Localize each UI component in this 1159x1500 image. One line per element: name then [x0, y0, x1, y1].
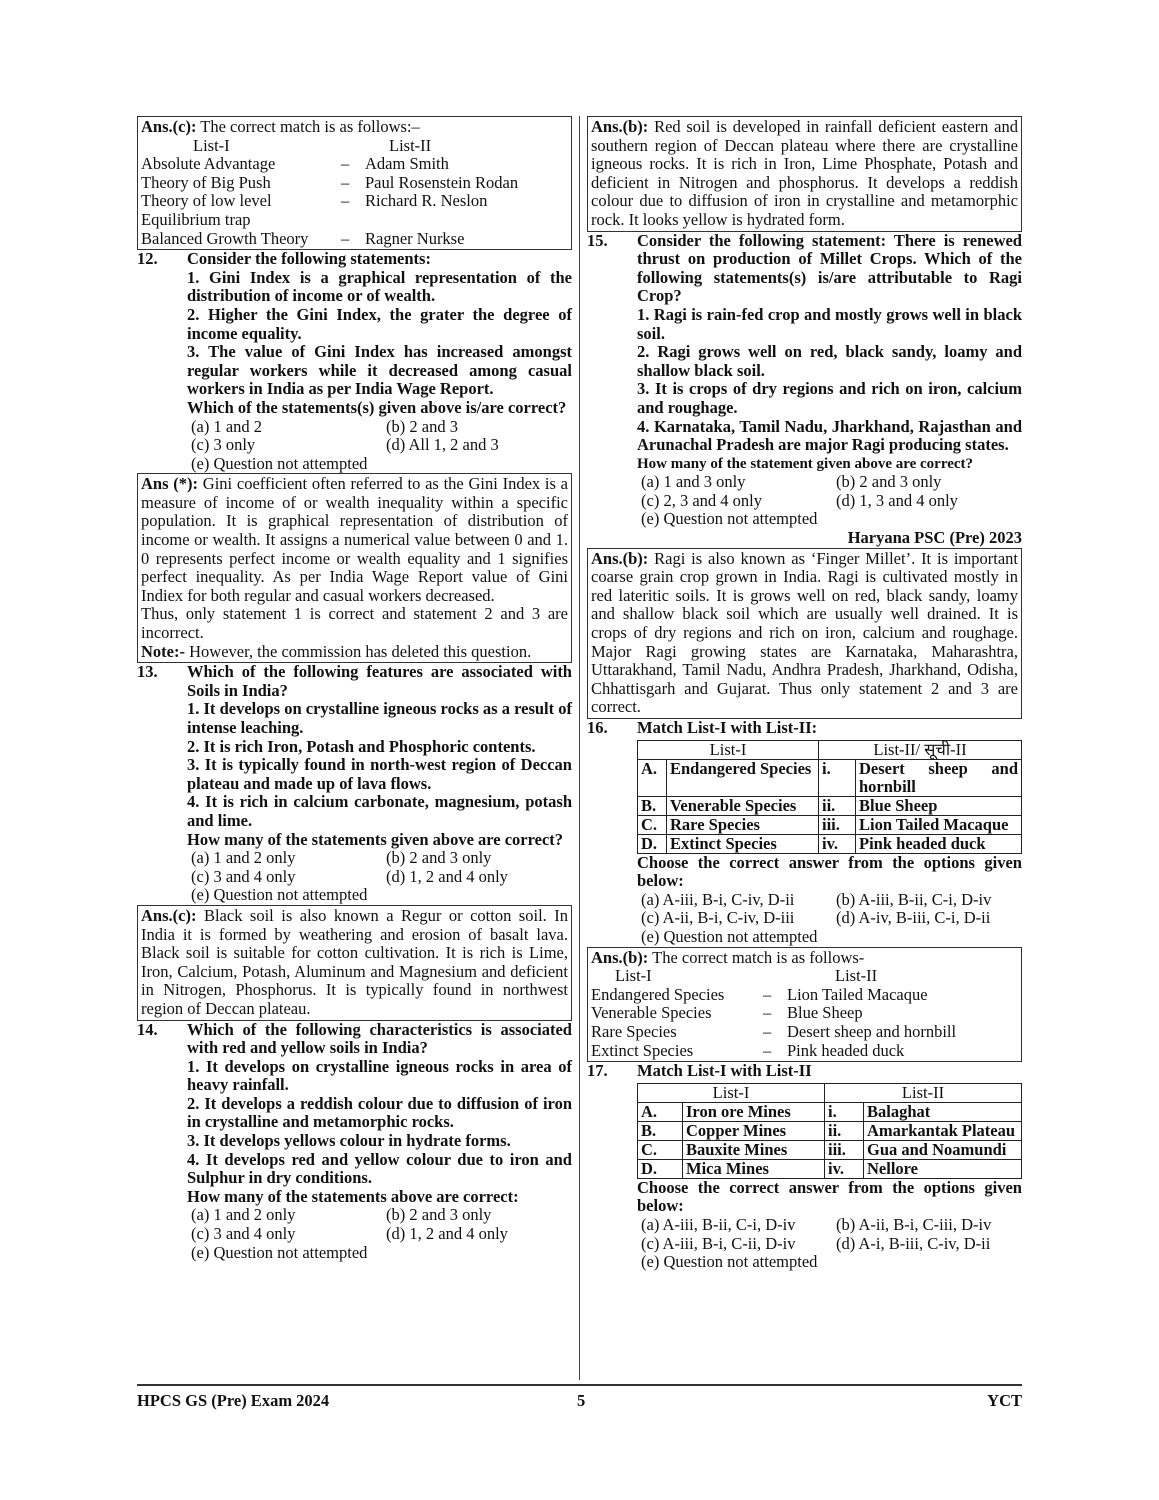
question-title: Match List-I with List-II: [637, 1061, 812, 1081]
question-line: 4. It develops red and yellow colour due to iron and Sulphur in dry conditions.: [187, 1149, 572, 1188]
list-1-header: List-I: [638, 740, 819, 759]
option-c: (c) 2, 3 and 4 only: [641, 490, 762, 510]
options: [187, 418, 572, 474]
question-line: 3. It is crops of dry regions and rich on iron, calcium and roughage.: [637, 379, 1022, 417]
match-row: Equilibrium trap: [141, 209, 251, 229]
table-row: B. Copper Mines ii. Amarkantak Plateau: [638, 1121, 1022, 1140]
question-title: Match List-I with List-II:: [637, 718, 818, 737]
question-line: 2. Higher the Gini Index, the grater the degree of income equality.: [187, 304, 572, 343]
table-row: A. Iron ore Mines i. Balaghat: [638, 1102, 1022, 1121]
options: [187, 1206, 572, 1262]
page-footer: [137, 1384, 1022, 1410]
table-row: B. Venerable Species ii. Blue Sheep: [638, 796, 1022, 815]
option-b: (b) A-ii, B-i, C-iii, D-iv: [836, 1214, 992, 1234]
option-d: (d) All 1, 2 and 3: [386, 435, 499, 455]
question-line: 3. It develops yellows colour in hydrate forms.: [187, 1131, 511, 1151]
answer-12-box: [137, 473, 572, 663]
choose-instruction: Choose the correct answer from the options given below:: [637, 1177, 1022, 1216]
question-number: 14.: [137, 1019, 158, 1039]
question-line: 2. It develops a reddish colour due to diffusion of iron in crystalline and metamorphic rocks.: [187, 1093, 572, 1132]
answer-text: Ragi is also known as ‘Finger Millet’. It is important coarse grain crop grown in India. Ragi is cultivated mostly in red lateritic soils. It is grows well on red, black sandy, loamy and shallow black soil which are usually well drained. It is crops of dry regions and rich on iron, calcium and roughage. Major Ragi growing states are Karnataka, Maharashtra, Uttarakhand, Tamil Nadu, Andhra Pradesh, Jharkhand, Odisha, Chhattisgarh and Gujarat. Thus only statement 2 and 3 are correct.: [591, 548, 1019, 717]
page-number: 5: [577, 1391, 586, 1410]
question-line: 2. Ragi grows well on red, black sandy, loamy and shallow black soil.: [637, 342, 1022, 380]
table-row: D. Extinct Species iv. Pink headed duck: [638, 834, 1022, 853]
match-table: [637, 740, 1022, 854]
option-a: (a) 1 and 2 only: [191, 848, 296, 868]
choose-instruction: Choose the correct answer from the options given below:: [637, 852, 1022, 891]
option-e: (e) Question not attempted: [641, 1252, 818, 1272]
option-b: (b) 2 and 3: [386, 416, 458, 436]
question-line: Which of the statements(s) given above is/are correct?: [187, 397, 567, 417]
answer-14-box: [587, 116, 1022, 232]
question-13: [137, 663, 572, 905]
option-a: (a) A-iii, B-ii, C-i, D-iv: [641, 1214, 796, 1234]
option-a: (a) 1 and 2: [191, 416, 263, 436]
options: [637, 1216, 1022, 1272]
question-number: 12.: [137, 249, 158, 269]
list-2-header: List-II: [389, 135, 432, 155]
question-line: 2. It is rich Iron, Potash and Phosphoric contents.: [187, 736, 536, 756]
option-d: (d) 1, 2 and 4 only: [386, 866, 508, 886]
option-e: (e) Question not attempted: [191, 453, 368, 473]
question-line: Which of the following characteristics is associated with red and yellow soils in India?: [187, 1019, 572, 1058]
option-c: (c) 3 only: [191, 435, 256, 455]
list-2-header: List-II: [835, 966, 878, 986]
question-line: 3. It is typically found in north-west region of Deccan plateau and made up of lava flows.: [187, 755, 572, 793]
options: [187, 849, 572, 905]
option-d: (d) 1, 2 and 4 only: [386, 1224, 508, 1244]
note-head: Note:-: [141, 641, 185, 661]
exam-source: Haryana PSC (Pre) 2023: [847, 528, 1022, 548]
question-ask: How many of the statement given above are correct?: [637, 455, 974, 472]
question-line: 1. It develops on crystalline igneous rocks as a result of intense leaching.: [187, 699, 572, 737]
option-e: (e) Question not attempted: [641, 926, 818, 946]
answer-11-box: [137, 116, 572, 250]
option-e: (e) Question not attempted: [191, 1242, 368, 1262]
list-2-header: List-II/ सूची-II: [819, 740, 1022, 759]
option-b: (b) 2 and 3 only: [386, 1205, 492, 1225]
answer-text: Red soil is developed in rainfall deficient eastern and southern region of Deccan plateau where there are crystalline igneous rocks. It is rich in Iron, Lime Phosphate, Potash and deficient in Nitrogen and phosphorus. It develops a reddish colour due to diffusion of iron in crystalline and metamorphic rock. It looks yellow is hydrated form.: [591, 117, 1018, 229]
question-line: 4. Karnataka, Tamil Nadu, Jharkhand, Rajasthan and Arunachal Pradesh are major Ragi producing states.: [637, 416, 1022, 455]
options: [637, 473, 1022, 529]
table-row: C. Bauxite Mines iii. Gua and Noamundi: [638, 1140, 1022, 1159]
answer-head: Ans.(b):: [591, 117, 649, 136]
option-d: (d) A-i, B-iii, C-iv, D-ii: [836, 1233, 991, 1253]
footer-publisher: YCT: [987, 1391, 1022, 1410]
left-column: [137, 116, 572, 1262]
answer-15-box: [587, 548, 1022, 719]
match-table: [637, 1083, 1022, 1179]
question-line: 1. It develops on crystalline igneous rocks in area of heavy rainfall.: [187, 1056, 572, 1095]
option-b: (b) 2 and 3 only: [836, 472, 942, 492]
match-row: Theory of Big Push – Paul Rosenstein Rodan: [141, 172, 519, 192]
option-c: (c) A-iii, B-i, C-ii, D-iv: [641, 1233, 796, 1253]
question-line: How many of the statements above are correct:: [187, 1186, 519, 1206]
table-row: C. Rare Species iii. Lion Tailed Macaque: [638, 815, 1022, 834]
table-row: D. Mica Mines iv. Nellore: [638, 1159, 1022, 1178]
option-a: (a) 1 and 2 only: [191, 1205, 296, 1225]
match-row: Absolute Advantage – Adam Smith: [141, 154, 449, 174]
question-number: 13.: [137, 662, 158, 682]
question-17: [587, 1062, 1022, 1272]
column-divider: [579, 116, 580, 1380]
option-d: (d) A-iv, B-iii, C-i, D-ii: [836, 908, 991, 928]
table-row: A. Endangered Species i. Desert sheep and hornbill: [638, 759, 1022, 796]
question-number: 16.: [587, 718, 608, 737]
match-row: Venerable Species – Blue Sheep: [591, 1003, 863, 1023]
question-number: 15.: [587, 230, 608, 250]
match-row: Theory of low level – Richard R. Neslon: [141, 191, 488, 211]
answer-text: The correct match is as follows-: [652, 947, 865, 967]
question-12: [137, 250, 572, 473]
answer-text: Black soil is also known a Regur or cotton soil. In India it is formed by weathering and erosion of basalt lava. Black soil is suitable for cotton cultivation. It is rich is Lime, Iron, Calcium, Potash, Aluminum and Magnesium and deficient in Nitrogen, Phosphorus. It is typically found in northwest region of Deccan plateau.: [141, 905, 569, 1018]
option-a: (a) 1 and 3 only: [641, 472, 746, 492]
question-line: 1. Gini Index is a graphical representation of the distribution of income or of wealth.: [187, 267, 572, 306]
question-15: [587, 232, 1022, 530]
list-2-header: List-II: [825, 1083, 1022, 1102]
answer-16-box: [587, 947, 1022, 1063]
match-row: Balanced Growth Theory – Ragner Nurkse: [141, 228, 465, 248]
options: [637, 891, 1022, 947]
right-column: [587, 116, 1022, 1272]
question-line: 1. Ragi is rain-fed crop and mostly grows well in black soil.: [637, 304, 1022, 343]
match-row: Endangered Species – Lion Tailed Macaque: [591, 984, 928, 1004]
match-row: Rare Species – Desert sheep and hornbill: [591, 1021, 957, 1041]
list-1-header: List-I: [193, 135, 230, 155]
answer-text: Gini coefficient often referred to as the Gini Index is a measure of income of or wealth inequality within a specific population. It is graphical representation of distribution of income or wealth. It assigns a numerical value between 0 and 1. 0 represents perfect income or wealth equality and 1 signifies perfect inequality. As per India Wage Report value of Gini Indiex for both regular and casual workers decreased.: [141, 474, 569, 605]
option-c: (c) 3 and 4 only: [191, 1224, 296, 1244]
answer-head: Ans.(b):: [591, 548, 649, 568]
question-line: Which of the following features are associated with Soils in India?: [187, 662, 572, 700]
option-b: (b) A-iii, B-ii, C-i, D-iv: [836, 889, 992, 909]
question-line: 4. It is rich in calcium carbonate, magnesium, potash and lime.: [187, 792, 572, 830]
option-a: (a) A-iii, B-i, C-iv, D-ii: [641, 889, 795, 909]
note-text: However, the commission has deleted this question.: [189, 641, 532, 661]
option-c: (c) 3 and 4 only: [191, 866, 296, 886]
question-16: [587, 719, 1022, 947]
option-b: (b) 2 and 3 only: [386, 848, 492, 868]
answer-head: Ans.(b):: [591, 947, 649, 967]
list-1-header: List-I: [615, 966, 652, 986]
list-1-header: List-I: [638, 1083, 825, 1102]
question-line: 3. The value of Gini Index has increased amongst regular workers while it decreased among casual workers in India as per India Wage Report.: [187, 342, 572, 399]
answer-text: Thus, only statement 1 is correct and statement 2 and 3 are incorrect.: [141, 604, 568, 643]
question-14: [137, 1021, 572, 1263]
question-line: Consider the following statements:: [187, 249, 431, 269]
question-line: Consider the following statement: There is renewed thrust on production of Millet Crops. Which of the following statements(s) is/are attributable to Ragi Crop?: [637, 230, 1022, 306]
option-e: (e) Question not attempted: [191, 885, 368, 905]
answer-13-box: [137, 905, 572, 1021]
answer-head: Ans.(c):: [141, 117, 197, 136]
answer-head: Ans.(c):: [141, 905, 197, 925]
option-c: (c) A-ii, B-i, C-iv, D-iii: [641, 908, 795, 928]
match-row: Extinct Species – Pink headed duck: [591, 1040, 905, 1060]
answer-text: The correct match is as follows:–: [200, 117, 420, 136]
question-number: 17.: [587, 1061, 608, 1081]
question-line: How many of the statements given above are correct?: [187, 829, 564, 849]
answer-head: Ans (*):: [141, 474, 199, 494]
option-d: (d) 1, 3 and 4 only: [836, 490, 958, 510]
option-e: (e) Question not attempted: [641, 509, 818, 529]
footer-exam-title: HPCS GS (Pre) Exam 2024: [137, 1391, 330, 1410]
